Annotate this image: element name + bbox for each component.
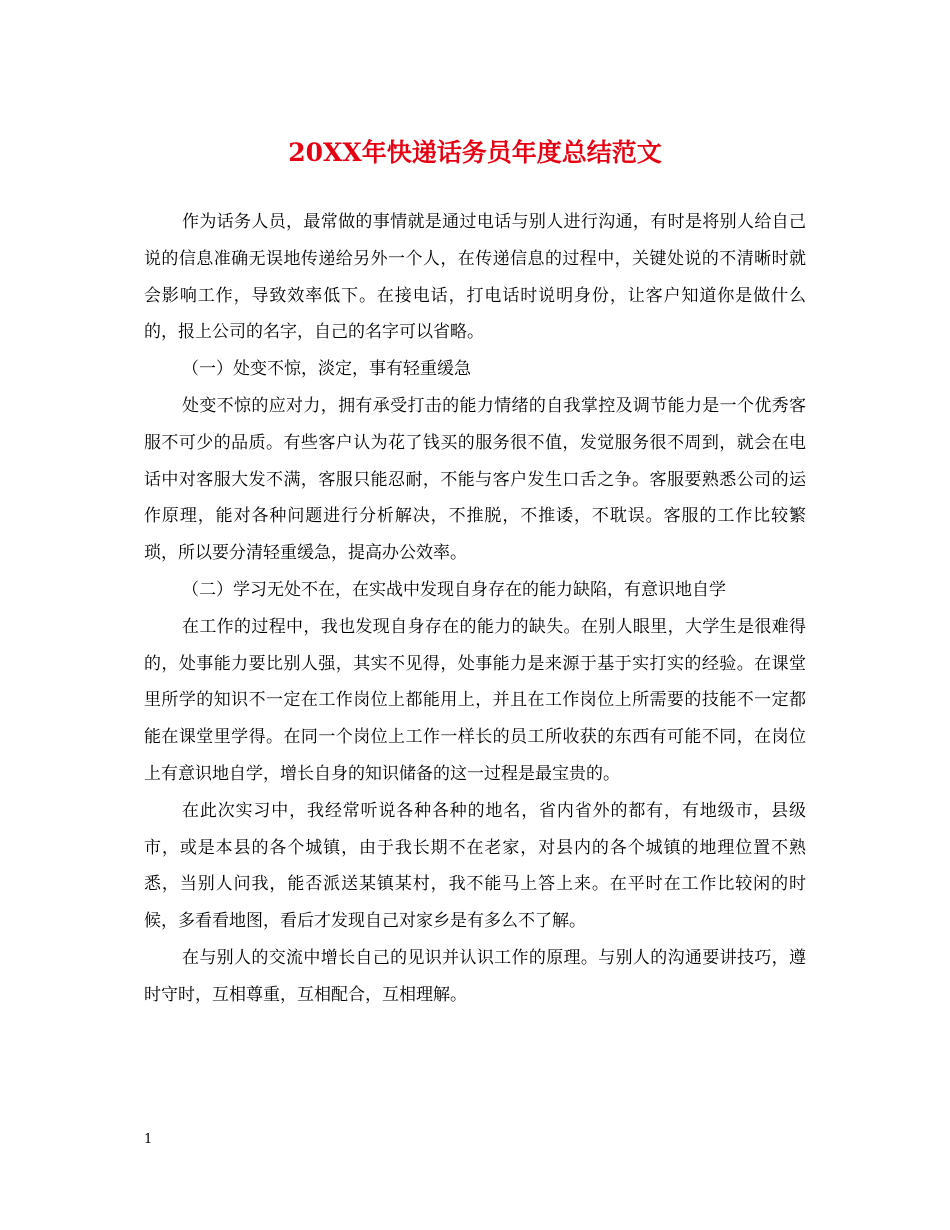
paragraph: 作为话务人员，最常做的事情就是通过电话与别人进行沟通，有时是将别人给自己说的信息准确无误地传递给另外一个人，在传递信息的过程中，关键处说的不清晰时就会影响工作，导致效率低下。在接电话，打电话时说明身份，让客户知道你是做什么的，报上公司的名字，自己的名字可以省略。 <box>144 212 806 343</box>
document-title: 20XX年快递话务员年度总结范文 <box>288 138 662 167</box>
paragraph: 处变不惊的应对力，拥有承受打击的能力情绪的自我掌控及调节能力是一个优秀客服不可少的品质。有些客户认为花了钱买的服务很不值，发觉服务很不周到，就会在电话中对客服大发不满，客服只能忍耐，不能与客户发生口舌之争。客服要熟悉公司的运作原理，能对各种问题进行分析解决，不推脱，不推诿，不耽误。客服的工作比较繁琐，所以要分清轻重缓急，提高办公效率。 <box>144 395 806 564</box>
section-heading: （一）处变不惊，淡定，事有轻重缓急 <box>182 359 471 380</box>
document-body <box>144 204 806 1014</box>
paragraph: 在此次实习中，我经常听说各种各种的地名，省内省外的都有，有地级市，县级市，或是本县的各个城镇，由于我长期不在老家，对县内的各个城镇的地理位置不熟悉，当别人问我，能否派送某镇某村，我不能马上答上来。在平时在工作比较闲的时候，多看看地图，看后才发现自己对家乡是有多么不了解。 <box>144 800 806 932</box>
paragraph: 在与别人的交流中增长自己的见识并认识工作的原理。与别人的沟通要讲技巧，遵时守时，互相尊重，互相配合，互相理解。 <box>144 947 806 1005</box>
section-heading: （二）学习无处不在，在实战中发现自身存在的能力缺陷，有意识地自学 <box>182 579 726 600</box>
page-number: 1 <box>144 1132 153 1147</box>
paragraph: 在工作的过程中，我也发现自身存在的能力的缺失。在别人眼里，大学生是很难得的，处事能力要比别人强，其实不见得，处事能力是来源于基于实打实的经验。在课堂里所学的知识不一定在工作岗位上都能用上，并且在工作岗位上所需要的技能不一定都能在课堂里学得。在同一个岗位上工作一样长的员工所收获的东西有可能不同，在岗位上有意识地自学，增长自身的知识储备的这一过程是最宝贵的。 <box>144 616 806 784</box>
